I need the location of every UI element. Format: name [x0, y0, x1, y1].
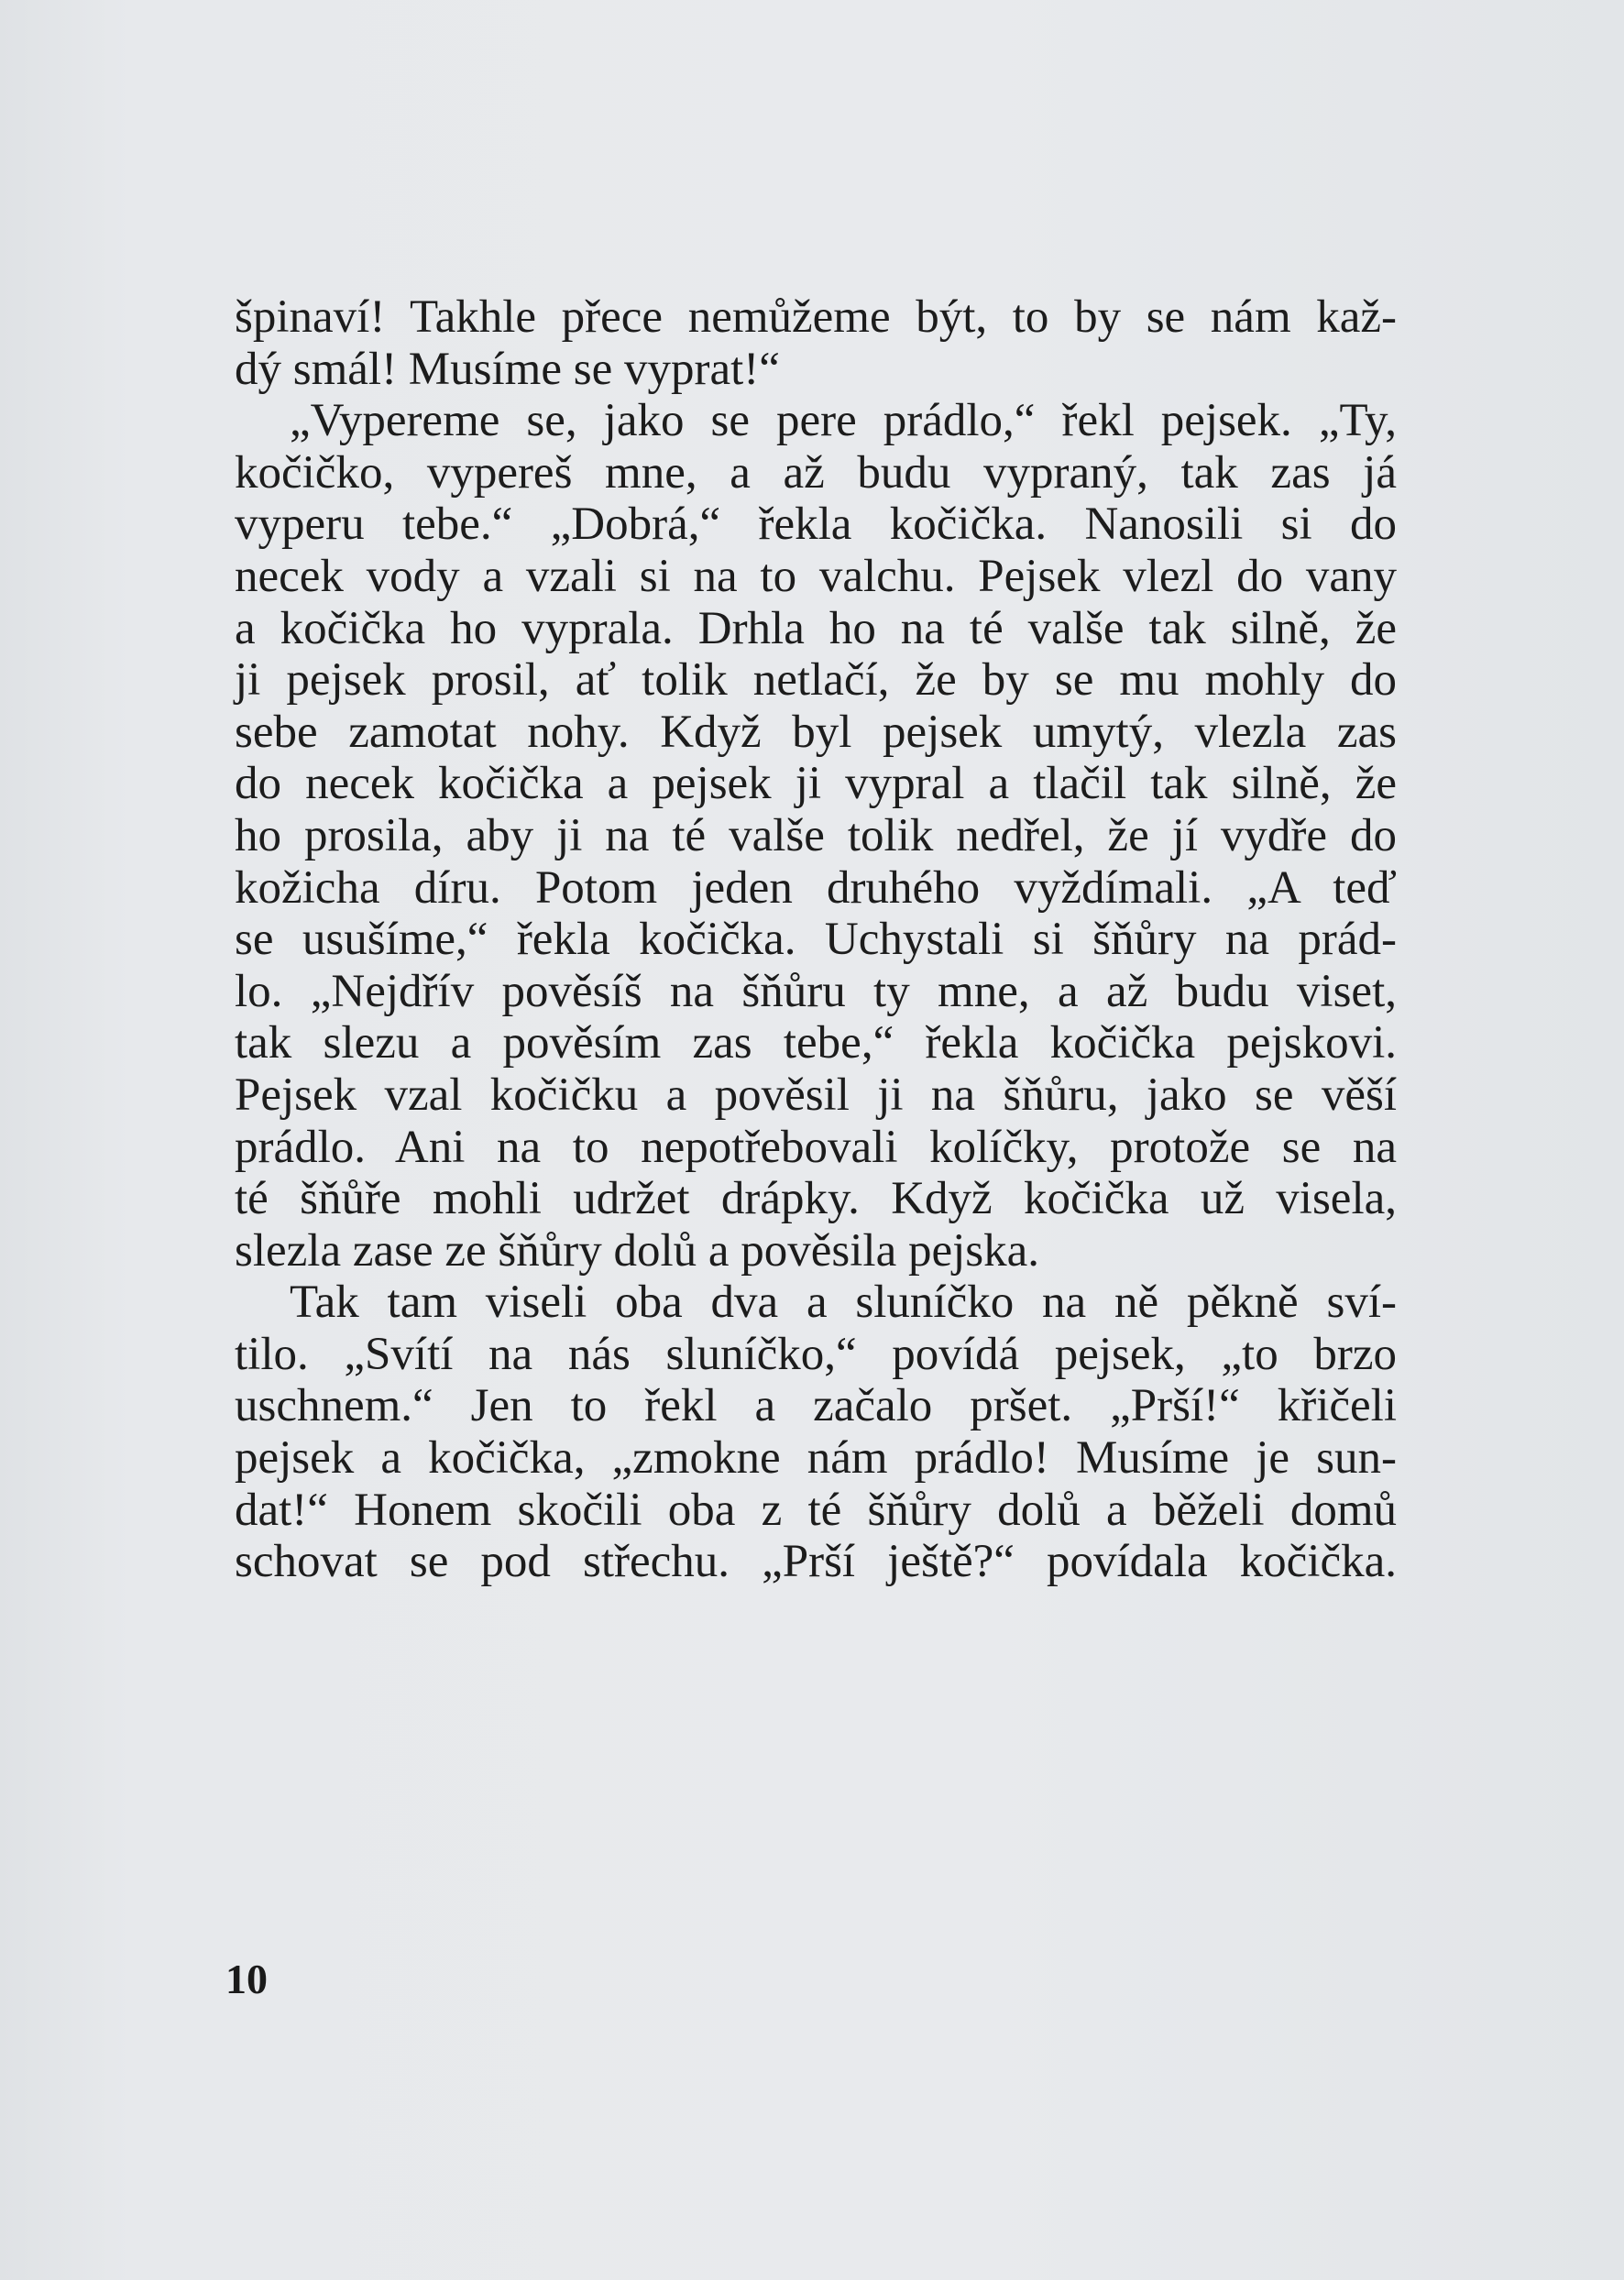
text-line: lo. „Nejdřív pověsíš na šňůru ty mne, a až budu viset,: [235, 965, 1397, 1017]
body-text: [235, 291, 1397, 1588]
text-line: Pejsek vzal kočičku a pověsil ji na šňůru, jako se věší: [235, 1069, 1397, 1121]
text-line: dý smál! Musíme se vyprat!“: [235, 343, 780, 395]
text-line: kočičko, vypereš mne, a až budu vypraný, tak zas já: [235, 446, 1397, 499]
text-line: té šňůře mohli udržet drápky. Když kočička už visela,: [235, 1173, 1397, 1225]
text-line: uschnem.“ Jen to řekl a začalo pršet. „Prší!“ křičeli: [235, 1380, 1397, 1432]
text-line: tilo. „Svítí na nás sluníčko,“ povídá pejsek, „to brzo: [235, 1328, 1397, 1380]
text-line: a kočička ho vyprala. Drhla ho na té valše tak silně, že: [235, 602, 1397, 654]
text-line: se usušíme,“ řekla kočička. Uchystali si šňůry na prád-: [235, 914, 1397, 966]
text-line: ho prosila, aby ji na té valše tolik nedřel, že jí vydře do: [235, 809, 1397, 861]
text-line: ji pejsek prosil, ať tolik netlačí, že by se mu mohly do: [235, 654, 1397, 707]
text-line: sebe zamotat nohy. Když byl pejsek umytý, vlezla zas: [235, 706, 1397, 758]
page-number: 10: [225, 1956, 268, 2002]
text-line: kožicha díru. Potom jeden druhého vyždímali. „A teď: [235, 861, 1397, 914]
text-line: dat!“ Honem skočili oba z té šňůry dolů a běželi domů: [235, 1484, 1397, 1536]
text-line: necek vody a vzali si na to valchu. Pejsek vlezl do vany: [235, 550, 1397, 602]
text-line: tak slezu a pověsím zas tebe,“ řekla kočička pejskovi.: [235, 1017, 1397, 1069]
text-line: prádlo. Ani na to nepotřebovali kolíčky, protože se na: [235, 1121, 1397, 1173]
text-line: „Vypereme se, jako se pere prádlo,“ řekl pejsek. „Ty,: [290, 395, 1397, 447]
text-line: schovat se pod střechu. „Prší ještě?“ povídala kočička.: [235, 1536, 1397, 1588]
text-line: špinaví! Takhle přece nemůžeme být, to by se nám kaž-: [235, 291, 1397, 343]
text-line: Tak tam viseli oba dva a sluníčko na ně pěkně sví-: [290, 1277, 1397, 1329]
text-line: slezla zase ze šňůry dolů a pověsila pejska.: [235, 1224, 1040, 1277]
text-line: do necek kočička a pejsek ji vypral a tlačil tak silně, že: [235, 758, 1397, 810]
text-line: pejsek a kočička, „zmokne nám prádlo! Musíme je sun-: [235, 1432, 1397, 1485]
text-line: vyperu tebe.“ „Dobrá,“ řekla kočička. Nanosili si do: [235, 499, 1397, 551]
